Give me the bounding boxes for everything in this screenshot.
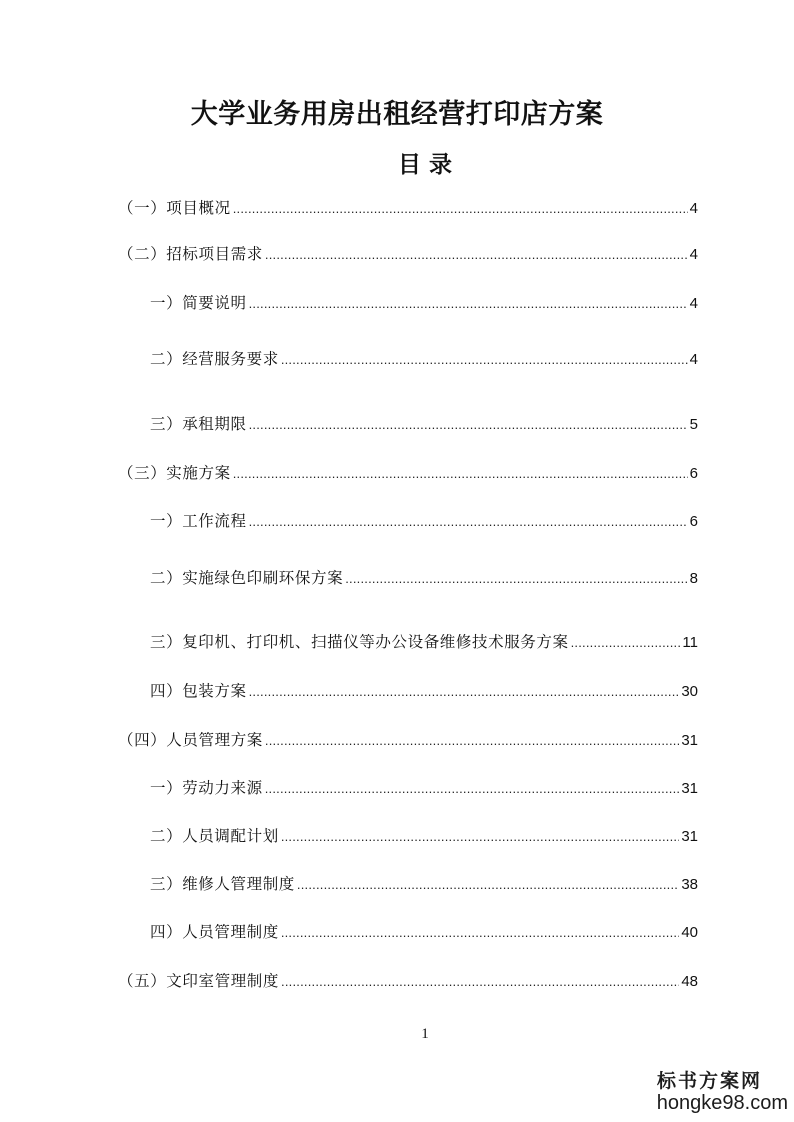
toc-entry[interactable]: [118, 196, 698, 220]
toc-dot-leader: [265, 729, 679, 753]
toc-page-number: 48: [681, 973, 698, 990]
toc-heading: 目 录: [397, 152, 452, 178]
toc-dot-leader: [281, 825, 680, 849]
toc-entry[interactable]: [150, 412, 698, 436]
toc-page-number: 38: [681, 876, 698, 893]
toc-entry[interactable]: [118, 242, 698, 266]
toc-entry[interactable]: [150, 776, 698, 800]
toc-entry[interactable]: [150, 630, 698, 654]
toc-page-number: 4: [689, 246, 698, 263]
toc-entry-label: （三）实施方案: [118, 464, 231, 482]
toc-page-number: 6: [689, 513, 698, 530]
toc-entry-label: （一）项目概况: [118, 199, 231, 217]
toc-entry[interactable]: [118, 969, 698, 993]
toc-entry-label: 三）复印机、打印机、扫描仪等办公设备维修技术服务方案: [150, 633, 569, 651]
toc-dot-leader: [249, 413, 688, 437]
toc-page-number: 4: [689, 200, 698, 217]
site-watermark: [638, 1070, 788, 1116]
toc-dot-leader: [297, 873, 679, 897]
toc-entry-label: 三）承租期限: [150, 415, 247, 433]
toc-entry[interactable]: [150, 872, 698, 896]
toc-page-number: 31: [681, 732, 698, 749]
toc-entry[interactable]: [150, 679, 698, 703]
toc-entry-label: 一）工作流程: [150, 512, 247, 530]
toc-entry[interactable]: [150, 347, 698, 371]
toc-dot-leader: [233, 197, 688, 221]
watermark-url: hongke98.com: [656, 1092, 788, 1114]
toc-entry[interactable]: [150, 566, 698, 590]
toc-dot-leader: [345, 567, 687, 591]
toc-entry[interactable]: [150, 509, 698, 533]
toc-page-number: 8: [689, 570, 698, 587]
toc-entry-label: 四）包装方案: [150, 682, 247, 700]
toc-entry[interactable]: [118, 728, 698, 752]
toc-dot-leader: [233, 462, 688, 486]
toc-entry[interactable]: [150, 824, 698, 848]
toc-entry-label: （二）招标项目需求: [118, 245, 263, 263]
toc-page-number: 6: [689, 465, 698, 482]
toc-dot-leader: [249, 680, 680, 704]
toc-dot-leader: [571, 631, 681, 655]
toc-page-number: 31: [681, 780, 698, 797]
toc-page-number: 5: [689, 416, 698, 433]
toc-dot-leader: [281, 970, 679, 994]
document-title: 大学业务用房出租经营打印店方案: [190, 99, 604, 130]
toc-page-number: 30: [681, 683, 698, 700]
toc-entry-label: 三）维修人管理制度: [150, 875, 295, 893]
toc-page-number: 40: [681, 924, 698, 941]
toc-dot-leader: [249, 510, 688, 534]
toc-entry-label: （五）文印室管理制度: [118, 972, 280, 990]
toc-dot-leader: [249, 292, 688, 316]
toc-page-number: 4: [689, 295, 698, 312]
toc-page-number: 4: [689, 351, 698, 368]
page-number: 1: [421, 1026, 429, 1042]
toc-entry-label: 一）简要说明: [150, 294, 247, 312]
toc-entry-label: 二）实施绿色印刷环保方案: [150, 569, 344, 587]
toc-entry-label: 一）劳动力来源: [150, 779, 263, 797]
toc-dot-leader: [265, 243, 688, 267]
toc-page-number: 31: [681, 828, 698, 845]
toc-dot-leader: [281, 348, 688, 372]
toc-entry[interactable]: [150, 920, 698, 944]
toc-dot-leader: [281, 921, 680, 945]
toc-dot-leader: [265, 777, 680, 801]
toc-entry[interactable]: [118, 461, 698, 485]
watermark-site-name: 标书方案网: [656, 1070, 762, 1092]
toc-entry-label: 二）经营服务要求: [150, 350, 279, 368]
toc-entry-label: 二）人员调配计划: [150, 827, 279, 845]
toc-entry-label: （四）人员管理方案: [118, 731, 263, 749]
toc-entry-label: 四）人员管理制度: [150, 923, 279, 941]
toc-page-number: 11: [682, 634, 698, 651]
toc-entry[interactable]: [150, 291, 698, 315]
